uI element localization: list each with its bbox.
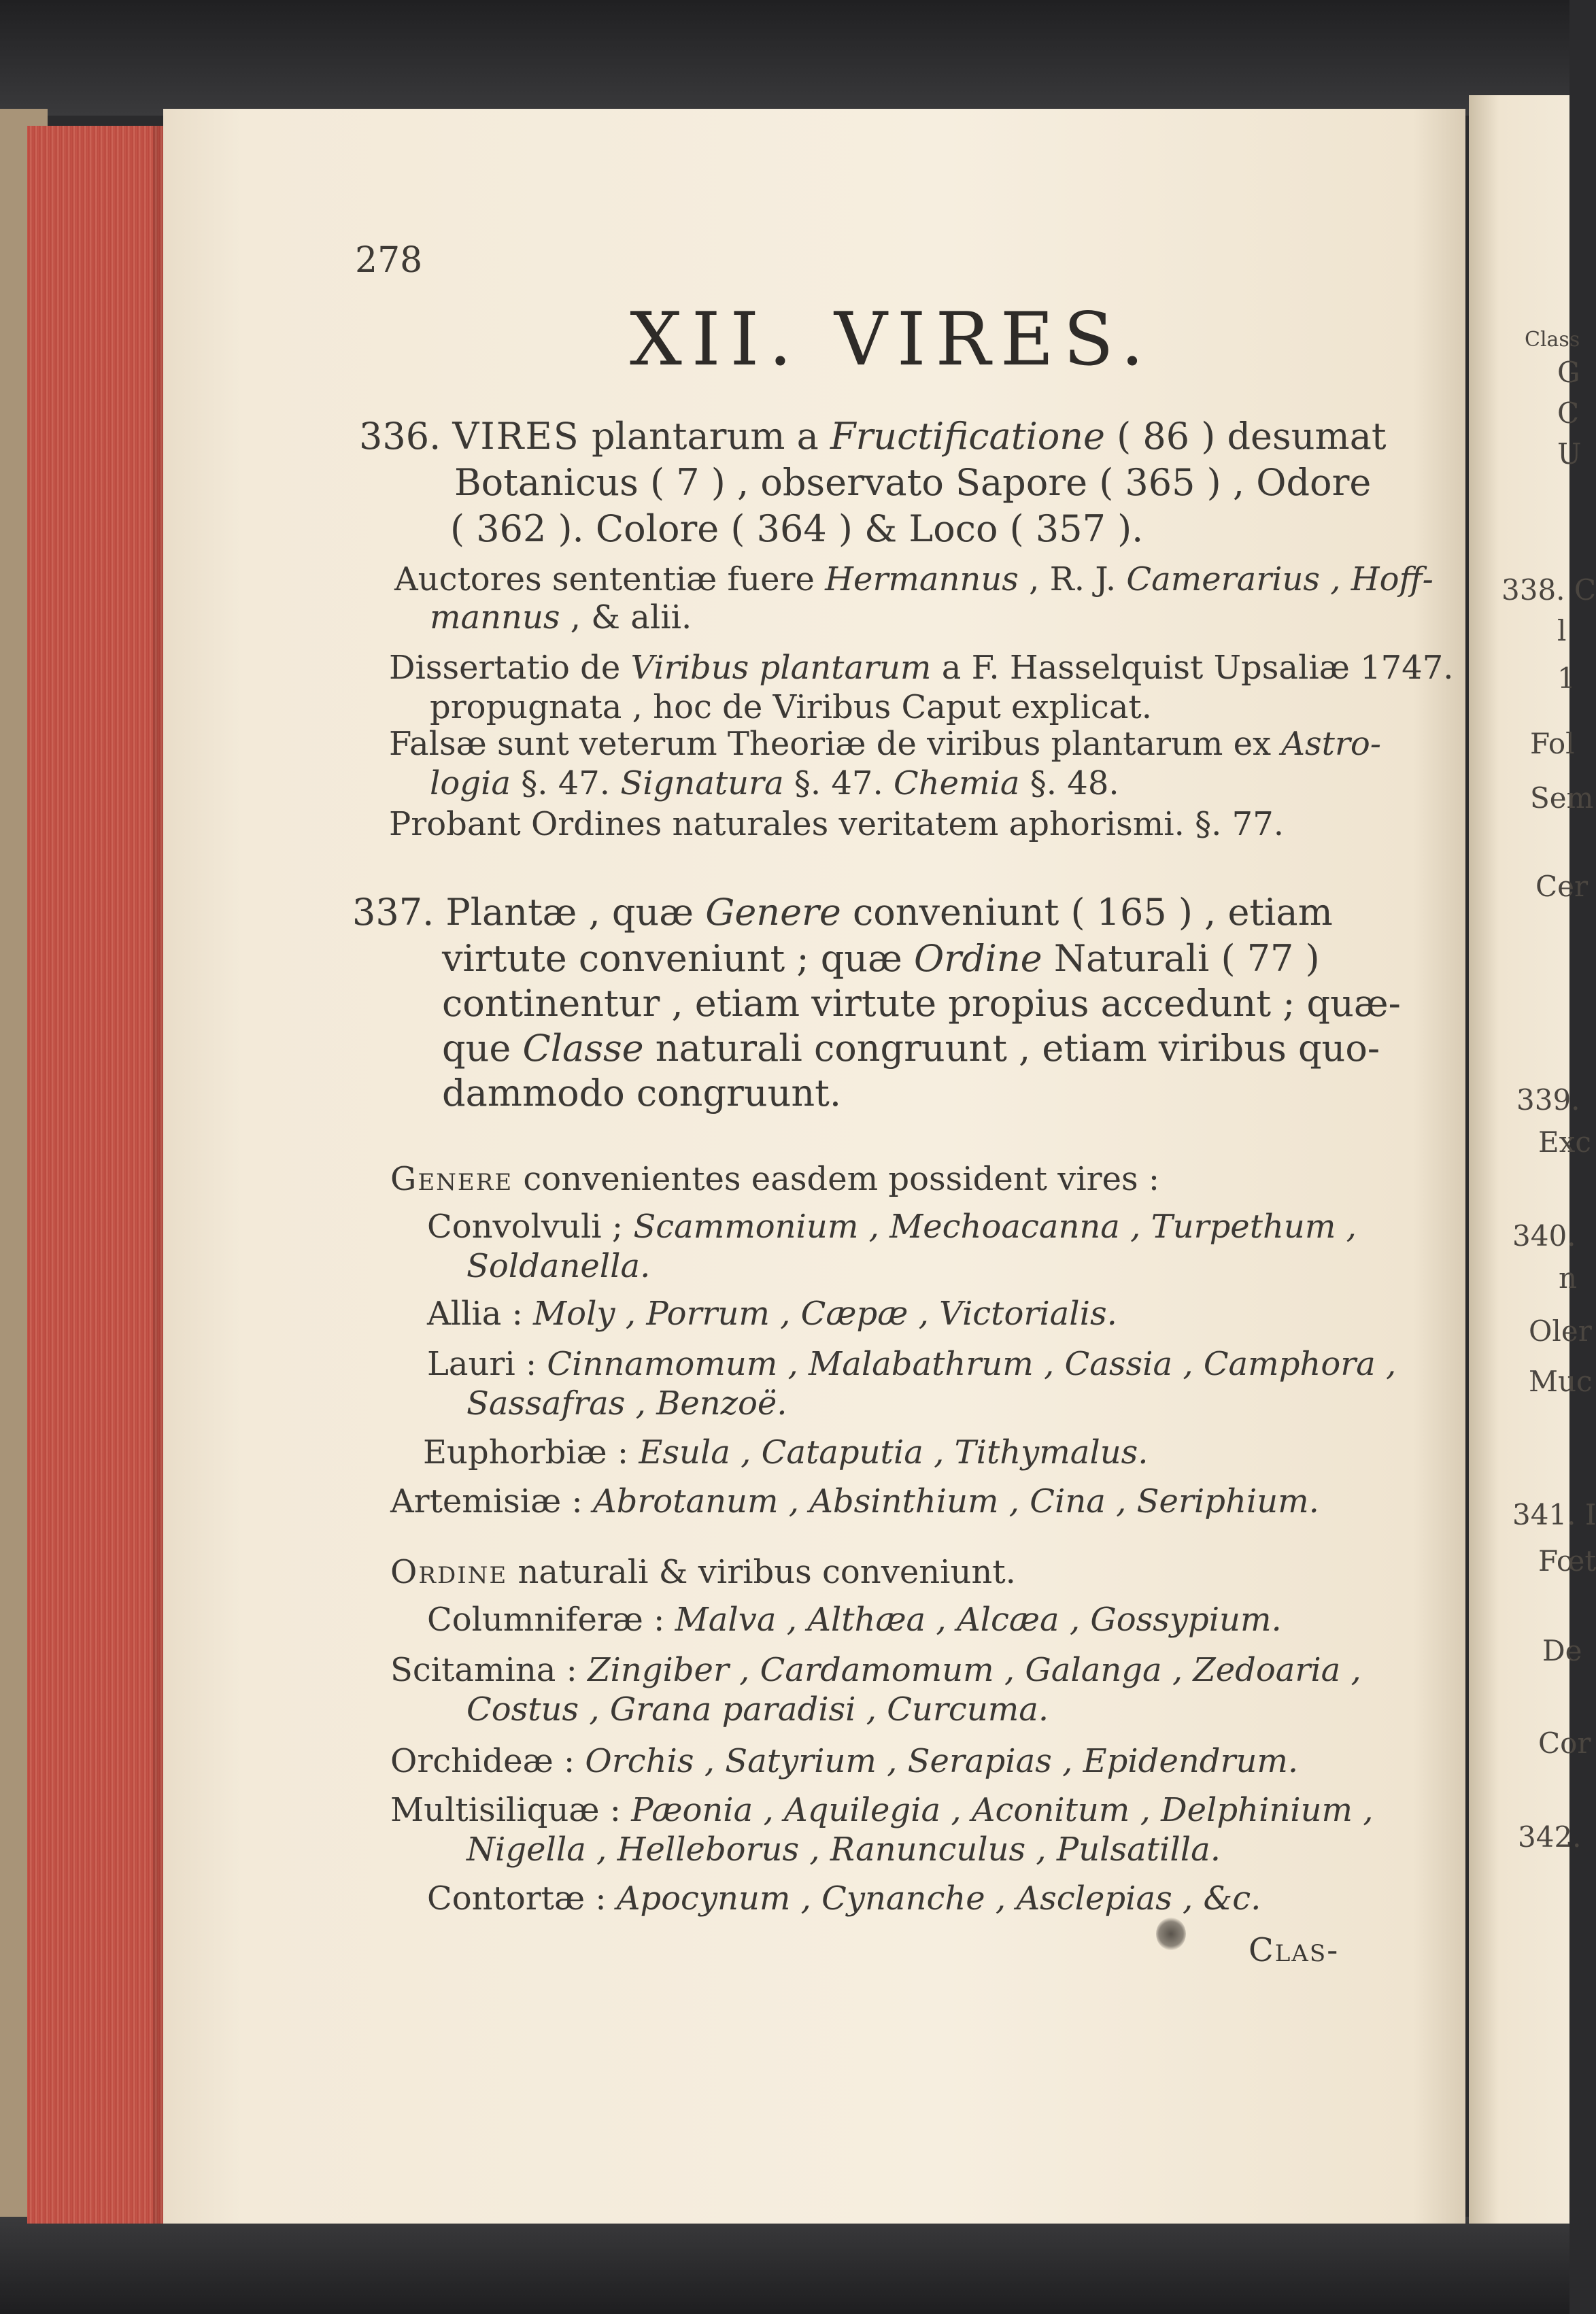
- genere-heading: [390, 1157, 1159, 1201]
- right-page-text: De: [1542, 1634, 1582, 1667]
- aphorism-337-line-1: [352, 889, 1333, 936]
- entry-items: Scammonium , Mechoacanna , Turpethum ,: [633, 1208, 1357, 1246]
- page-block-edge: [27, 126, 167, 2224]
- book-cover-bottom: [0, 2217, 1569, 2314]
- entry-items: Pæonia , Aquilegia , Aconitum , Delphinium ,: [631, 1791, 1374, 1829]
- text-run: , R. J.: [1018, 560, 1127, 598]
- italic-term: logia: [430, 764, 511, 802]
- entry-items: Cinnamomum , Malabathrum , Cassia , Camphora ,: [547, 1345, 1397, 1383]
- text-run: naturali & viribus conveniunt.: [507, 1553, 1016, 1591]
- text-run: §. 48.: [1019, 764, 1119, 802]
- right-page-text: 338. C: [1501, 573, 1596, 607]
- entry-label: Contortæ :: [427, 1879, 617, 1918]
- right-page-text: 342.: [1518, 1820, 1582, 1854]
- aphorism-336-line-2: Botanicus ( 7 ) , observato Sapore ( 365 ) , Odore: [454, 461, 1372, 504]
- book-cover-top: [0, 0, 1569, 116]
- aphorism-number: 337.: [352, 891, 435, 934]
- text-run: que: [442, 1027, 523, 1070]
- page-number: 278: [355, 240, 423, 281]
- right-page-text: Cer: [1535, 870, 1589, 903]
- entry-label: Artemisiæ :: [390, 1482, 593, 1520]
- small-caps-word: Ordine: [390, 1553, 508, 1591]
- ordine-entry: [390, 1648, 1361, 1692]
- aphorism-337-line-2: [442, 936, 1320, 982]
- genere-entry: [427, 1292, 1117, 1335]
- italic-term: mannus: [430, 598, 560, 636]
- aphorism-336-line-1: [359, 413, 1387, 460]
- ordine-entry: [390, 1739, 1298, 1783]
- aphorism-337-line-4: [442, 1025, 1380, 1072]
- right-page-text: 341. I: [1512, 1498, 1596, 1531]
- text-run: virtute conveniunt ; quæ: [442, 937, 914, 980]
- italic-term: Ordine: [913, 937, 1042, 980]
- entry-items: Orchis , Satyrium , Serapias , Epidendrum.: [585, 1742, 1299, 1780]
- note-line: [389, 722, 1381, 766]
- note-line: Probant Ordines naturales veritatem aphorismi. §. 77.: [389, 805, 1284, 843]
- entry-label: Orchideæ :: [390, 1742, 585, 1780]
- text-run: plantarum a: [579, 415, 831, 458]
- genere-entry: [427, 1205, 1357, 1248]
- right-page-text: Oler: [1529, 1314, 1592, 1348]
- right-page-text: Exc: [1538, 1125, 1591, 1159]
- genere-entry: [423, 1431, 1149, 1474]
- right-page-text: 340.: [1512, 1219, 1576, 1253]
- right-page-text: Muc: [1529, 1365, 1593, 1398]
- text-run: Falsæ sunt veterum Theoriæ de viribus plantarum ex: [389, 725, 1282, 763]
- entry-label: Allia :: [427, 1295, 534, 1333]
- ink-stain: [1156, 1918, 1186, 1950]
- small-caps-word: Genere: [390, 1160, 513, 1198]
- genere-entry-continuation: Soldanella.: [466, 1247, 651, 1285]
- catchword: Clas-: [1249, 1931, 1340, 1969]
- italic-term: Fructificatione: [830, 415, 1105, 458]
- entry-items: Esula , Cataputia , Tithymalus.: [639, 1433, 1149, 1471]
- text-run: Naturali ( 77 ): [1042, 937, 1320, 980]
- right-page-text: C: [1557, 396, 1580, 430]
- right-page-text: G: [1557, 356, 1580, 389]
- genere-entry: [390, 1480, 1319, 1523]
- text-run: §. 47.: [783, 764, 894, 802]
- entry-label: Lauri :: [427, 1345, 547, 1383]
- entry-label: Scitamina :: [390, 1651, 588, 1689]
- entry-label: Columniferæ :: [427, 1601, 675, 1639]
- italic-term: Viribus plantarum: [630, 649, 932, 687]
- note-line: [389, 646, 1454, 690]
- right-page-text: 339.: [1516, 1083, 1580, 1117]
- chapter-title: XII. VIRES.: [630, 297, 1154, 382]
- entry-items: Abrotanum , Absinthium , Cina , Seriphium.: [592, 1482, 1319, 1520]
- text-run: ( 86 ) desumat: [1104, 415, 1387, 458]
- right-page-text: Cor: [1538, 1726, 1591, 1760]
- entry-items: Zingiber , Cardamomum , Galanga , Zedoaria ,: [588, 1651, 1361, 1689]
- text-run: a F. Hasselquist Upsaliæ 1747.: [931, 649, 1454, 687]
- italic-term: Signatura: [620, 764, 784, 802]
- italic-term: Chemia: [893, 764, 1020, 802]
- italic-term: Camerarius , Hoff-: [1126, 560, 1433, 598]
- right-page-text: U: [1557, 437, 1582, 471]
- right-page-text: Sem: [1530, 781, 1594, 815]
- italic-term: Hermannus: [825, 560, 1019, 598]
- ordine-entry: [427, 1598, 1282, 1641]
- entry-items: Moly , Porrum , Cæpæ , Victorialis.: [533, 1295, 1117, 1333]
- entry-items: Apocynum , Cynanche , Asclepias , &c.: [616, 1879, 1261, 1918]
- entry-label: Euphorbiæ :: [423, 1433, 639, 1471]
- right-page-text: Fœt: [1538, 1544, 1596, 1578]
- entry-items: Malva , Althæa , Alcæa , Gossypium.: [675, 1601, 1282, 1639]
- text-run: §. 47.: [510, 764, 621, 802]
- text-run: convenientes easdem possident vires :: [513, 1160, 1160, 1198]
- entry-label: Multisiliquæ :: [390, 1791, 632, 1829]
- right-page-text: l: [1557, 614, 1567, 647]
- italic-term: Genere: [705, 891, 841, 934]
- note-line: [430, 596, 692, 639]
- right-page-text: 1: [1557, 662, 1576, 695]
- lead-word: VIRES: [452, 415, 580, 458]
- right-page-text: Class: [1525, 328, 1580, 352]
- aphorism-number: 336.: [359, 415, 441, 458]
- text-run: , & alii.: [560, 598, 692, 636]
- ordine-entry: [390, 1788, 1374, 1832]
- right-page-text: Fol: [1530, 727, 1575, 760]
- ordine-heading: [390, 1550, 1016, 1594]
- text-run: Dissertatio de: [389, 649, 631, 687]
- text-run: conveniunt ( 165 ) , etiam: [841, 891, 1333, 934]
- text-run: Plantæ , quæ: [445, 891, 706, 934]
- ordine-entry-continuation: Costus , Grana paradisi , Curcuma.: [466, 1690, 1049, 1729]
- italic-term: Astro-: [1281, 725, 1382, 763]
- italic-term: Classe: [522, 1027, 644, 1070]
- text-run: naturali congruunt , etiam viribus quo-: [643, 1027, 1380, 1070]
- aphorism-337-line-3: continentur , etiam virtute propius accedunt ; quæ-: [442, 982, 1401, 1025]
- note-line: [430, 762, 1119, 805]
- aphorism-336-line-3: ( 362 ). Colore ( 364 ) & Loco ( 357 ).: [450, 507, 1144, 550]
- text-run: Auctores sententiæ fuere: [394, 560, 826, 598]
- right-page-text: n: [1559, 1261, 1578, 1295]
- genere-entry: [427, 1342, 1396, 1386]
- note-line: propugnata , hoc de Viribus Caput explicat.: [430, 688, 1152, 726]
- ordine-entry-continuation: Nigella , Helleborus , Ranunculus , Pulsatilla.: [466, 1831, 1221, 1869]
- note-line: [394, 558, 1433, 601]
- aphorism-337-line-5: dammodo congruunt.: [442, 1072, 842, 1115]
- entry-label: Convolvuli ;: [427, 1208, 634, 1246]
- genere-entry-continuation: Sassafras , Benzoë.: [466, 1384, 787, 1423]
- ordine-entry: [427, 1877, 1261, 1920]
